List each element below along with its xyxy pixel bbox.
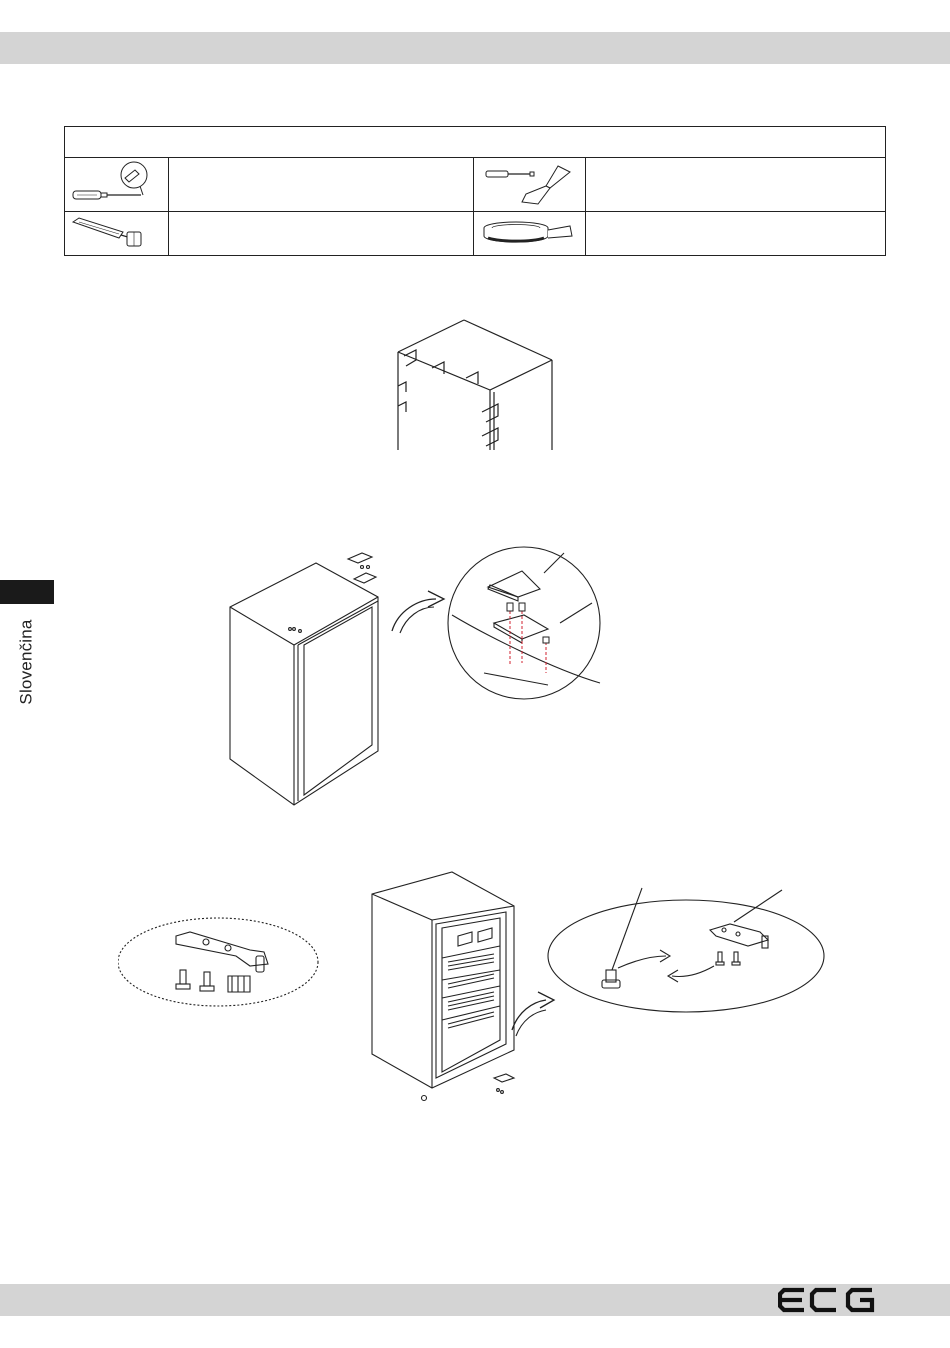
phillips-screwdriver-icon: [65, 158, 168, 211]
figure-bottom-hinge-and-foot: [118, 866, 830, 1102]
tools-table: [64, 126, 886, 256]
tool-label-cell: [169, 158, 473, 211]
language-label: [0, 612, 54, 712]
flat-screwdriver-putty-knife-icon: [474, 158, 585, 211]
header-bar: [0, 32, 950, 64]
socket-wrench-icon: [65, 212, 168, 255]
ecg-logo: [778, 1287, 878, 1313]
tool-label-cell: [586, 158, 885, 211]
adhesive-tape-icon: [474, 212, 585, 255]
figure-top-hinge-removal: [222, 545, 618, 817]
language-tab-marker: [0, 580, 54, 604]
tool-label-cell: [169, 212, 473, 255]
tool-label-cell: [586, 212, 885, 255]
tools-table-header: [65, 127, 885, 158]
language-label-text: Slovenčina: [17, 619, 37, 705]
figure-taped-fridge: [386, 316, 560, 454]
